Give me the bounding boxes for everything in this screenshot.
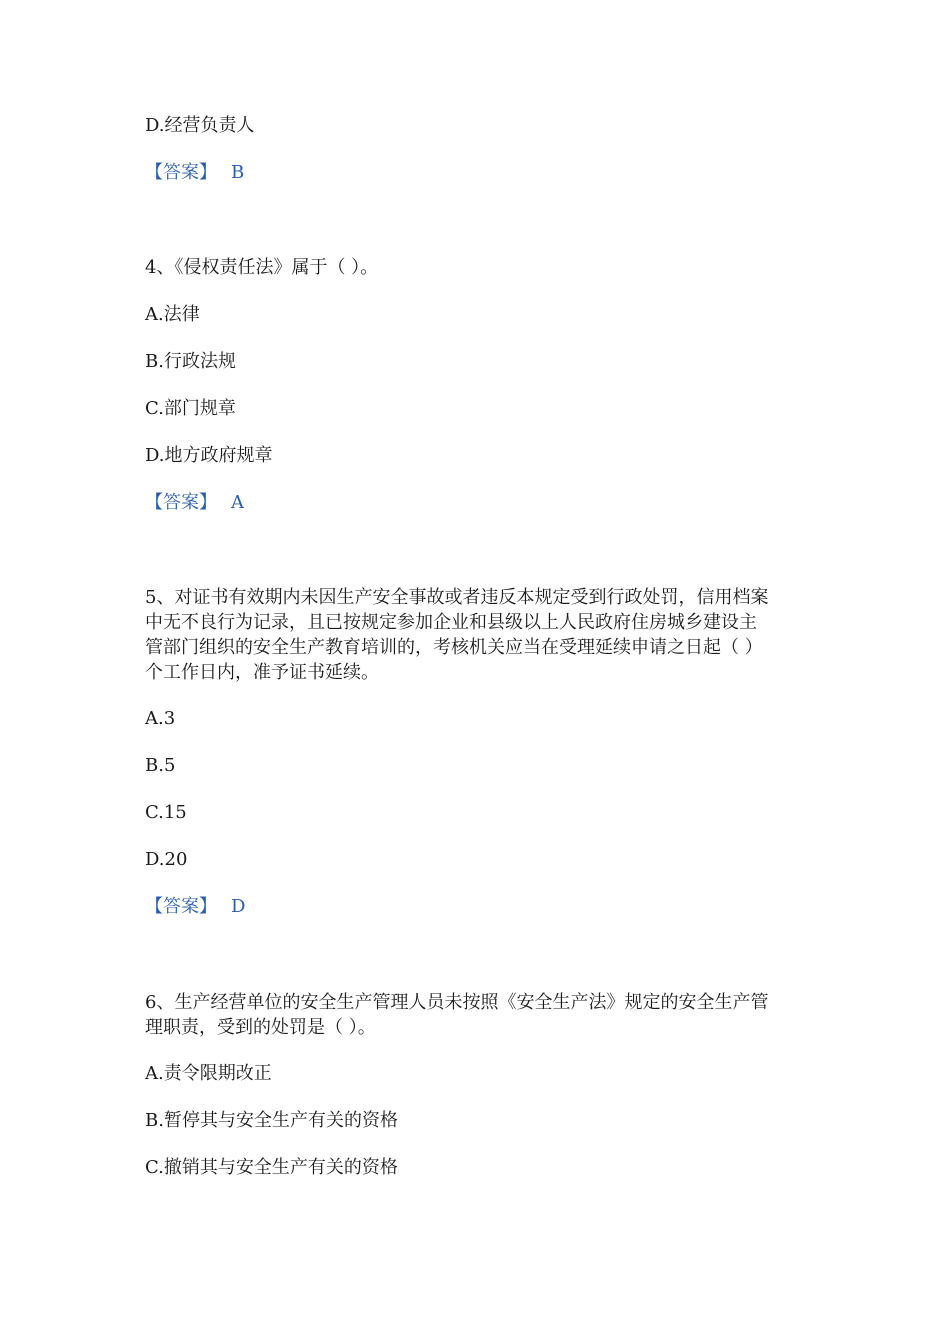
q5-option-c: C.15	[145, 802, 187, 823]
q5-question-line-3: 管部门组织的安全生产教育培训的，考核机关应当在受理延续申请之日起（ ）	[145, 637, 763, 658]
q4-option-a: A.法律	[145, 304, 200, 325]
q6-option-b: B.暂停其与安全生产有关的资格	[145, 1110, 398, 1131]
answer-value: A	[231, 492, 244, 513]
q6-question-line-1: 6、生产经营单位的安全生产管理人员未按照《安全生产法》规定的安全生产管	[145, 992, 769, 1013]
q3-answer	[145, 161, 244, 185]
q5-question-line-4: 个工作日内，准予证书延续。	[145, 662, 379, 683]
q5-answer	[145, 895, 245, 919]
q4-option-b: B.行政法规	[145, 351, 236, 372]
answer-label: 【答案】	[145, 896, 217, 917]
q5-option-d: D.20	[145, 849, 188, 870]
q4-question: 4、《侵权责任法》属于（ ）。	[145, 257, 379, 278]
q4-option-d: D.地方政府规章	[145, 445, 273, 466]
q5-question-line-2: 中无不良行为记录，且已按规定参加企业和县级以上人民政府住房城乡建设主	[145, 612, 757, 633]
q5-question-line-1: 5、对证书有效期内未因生产安全事故或者违反本规定受到行政处罚，信用档案	[145, 587, 769, 608]
q5-option-a: A.3	[145, 708, 176, 729]
answer-value: D	[231, 896, 246, 917]
answer-label: 【答案】	[145, 162, 217, 183]
q6-question-line-2: 理职责，受到的处罚是（ ）。	[145, 1017, 376, 1038]
q6-option-c: C.撤销其与安全生产有关的资格	[145, 1157, 398, 1178]
q4-answer	[145, 491, 244, 515]
q3-option-d: D.经营负责人	[145, 115, 255, 136]
q4-option-c: C.部门规章	[145, 398, 236, 419]
answer-label: 【答案】	[145, 492, 217, 513]
q6-option-a: A.责令限期改正	[145, 1063, 272, 1084]
answer-value: B	[231, 162, 245, 183]
q5-option-b: B.5	[145, 755, 176, 776]
